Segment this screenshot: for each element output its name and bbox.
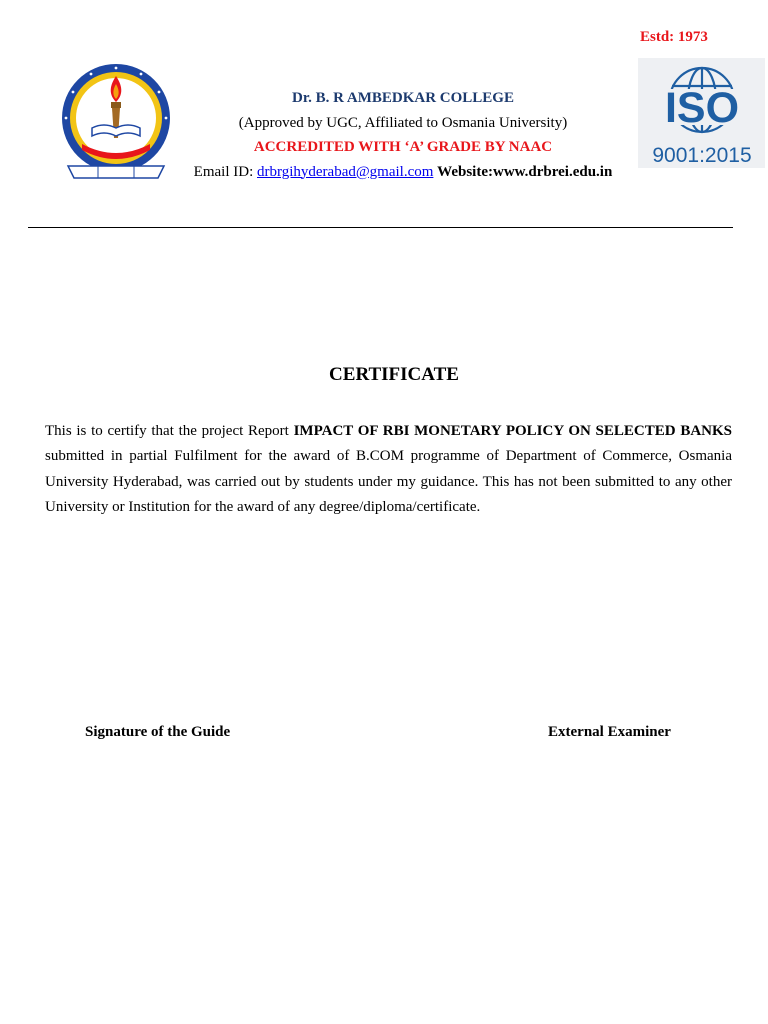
- email-link[interactable]: drbrgihyderabad@gmail.com: [257, 163, 434, 180]
- guide-signature-label: Signature of the Guide: [85, 724, 231, 740]
- project-title: IMPACT OF RBI MONETARY POLICY ON SELECTED BANKS: [293, 423, 732, 439]
- accreditation-line: ACCREDITED WITH ‘A’ GRADE BY NAAC: [253, 139, 553, 155]
- iso-certification-logo: [638, 58, 765, 168]
- header-divider: [28, 227, 733, 228]
- certificate-body: [45, 419, 732, 520]
- contact-line: [170, 160, 636, 185]
- college-header: [170, 86, 636, 184]
- college-name: Dr. B. R AMBEDKAR COLLEGE: [292, 90, 514, 106]
- approval-line: (Approved by UGC, Affiliated to Osmania University): [238, 114, 568, 131]
- iso-number: 9001:2015: [652, 144, 752, 167]
- website-text: Website:www.drbrei.edu.in: [437, 163, 613, 180]
- certificate-intro: This is to certify that the project Report: [45, 423, 289, 439]
- external-examiner-label: External Examiner: [548, 724, 671, 740]
- certificate-title: CERTIFICATE: [329, 364, 459, 385]
- certificate-statement: submitted in partial Fulfilment for the award of B.COM programme of Department of Commerce, Osmania University Hyderabad, was carried out by students under my guidance. This has not been submitted to any other University or Institution for the award of any degree/diploma/certificate.: [45, 448, 732, 515]
- email-label: Email ID:: [193, 163, 254, 180]
- iso-text: ISO: [664, 84, 740, 132]
- established-year: Estd: 1973: [640, 29, 708, 45]
- college-emblem-logo: [58, 62, 174, 182]
